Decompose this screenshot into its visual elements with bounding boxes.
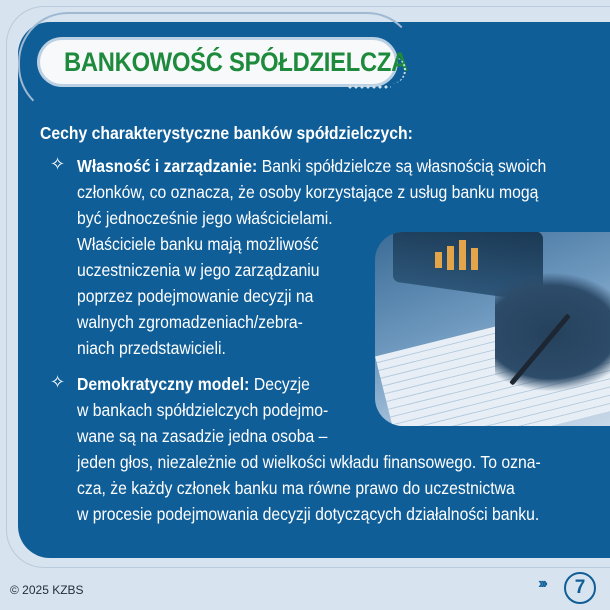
bullet1-first-line <box>77 155 546 178</box>
bullet1-line: być jednocześnie jego właścicielami. <box>77 208 333 228</box>
section-heading: Cechy charakterystyczne banków spółdzielczych: <box>40 123 413 143</box>
bullet2-term: Demokratyczny model: <box>77 374 250 394</box>
sparkle-bullet-icon: ✧ <box>50 372 66 392</box>
dotted-line-decoration <box>347 84 391 90</box>
bullet1-line: członków, co oznacza, że osoby korzystające z usług banku mogą <box>77 182 539 202</box>
bullet1-line: walnych zgromadzeniach/zebra- <box>77 312 303 332</box>
finance-photo <box>375 232 610 426</box>
bullet1-line: poprzez podejmowanie decyzji na <box>77 286 314 306</box>
copyright-text: © 2025 KZBS <box>10 583 84 597</box>
page-title: BANKOWOŚĆ SPÓŁDZIELCZA <box>64 47 408 77</box>
sparkle-bullet-icon: ✧ <box>50 154 66 174</box>
bullet2-line: cza, że każdy członek banku ma równe prawo do uczestnictwa <box>77 478 515 498</box>
bullet2-line: w procesie podejmowania decyzji dotyczących działalności banku. <box>77 504 540 524</box>
bullet2-line: wane są na zasadzie jedna osoba – <box>77 426 328 446</box>
bullet1-line: Banki spółdzielcze są własnością swoich <box>261 156 547 176</box>
bullet2-first-line <box>77 373 310 396</box>
bullet1-line: niach przedstawicieli. <box>77 338 226 358</box>
bullet1-line: uczestniczenia w jego zarządzaniu <box>77 260 320 280</box>
chevron-right-icon[interactable]: ››› <box>538 575 545 592</box>
page-number: 7 <box>564 572 596 604</box>
bullet1-term: Własność i zarządzanie: <box>77 156 258 176</box>
title-pill <box>40 40 408 84</box>
dotted-arc-decoration <box>376 56 406 84</box>
bullet2-line: jeden głos, niezależnie od wielkości wkładu finansowego. To ozna- <box>77 452 541 472</box>
bullet2-line: Decyzje <box>253 374 310 394</box>
bullet2-line: w bankach spółdzielczych podejmo- <box>77 400 329 420</box>
bullet1-line: Właściciele banku mają możliwość <box>77 234 319 254</box>
